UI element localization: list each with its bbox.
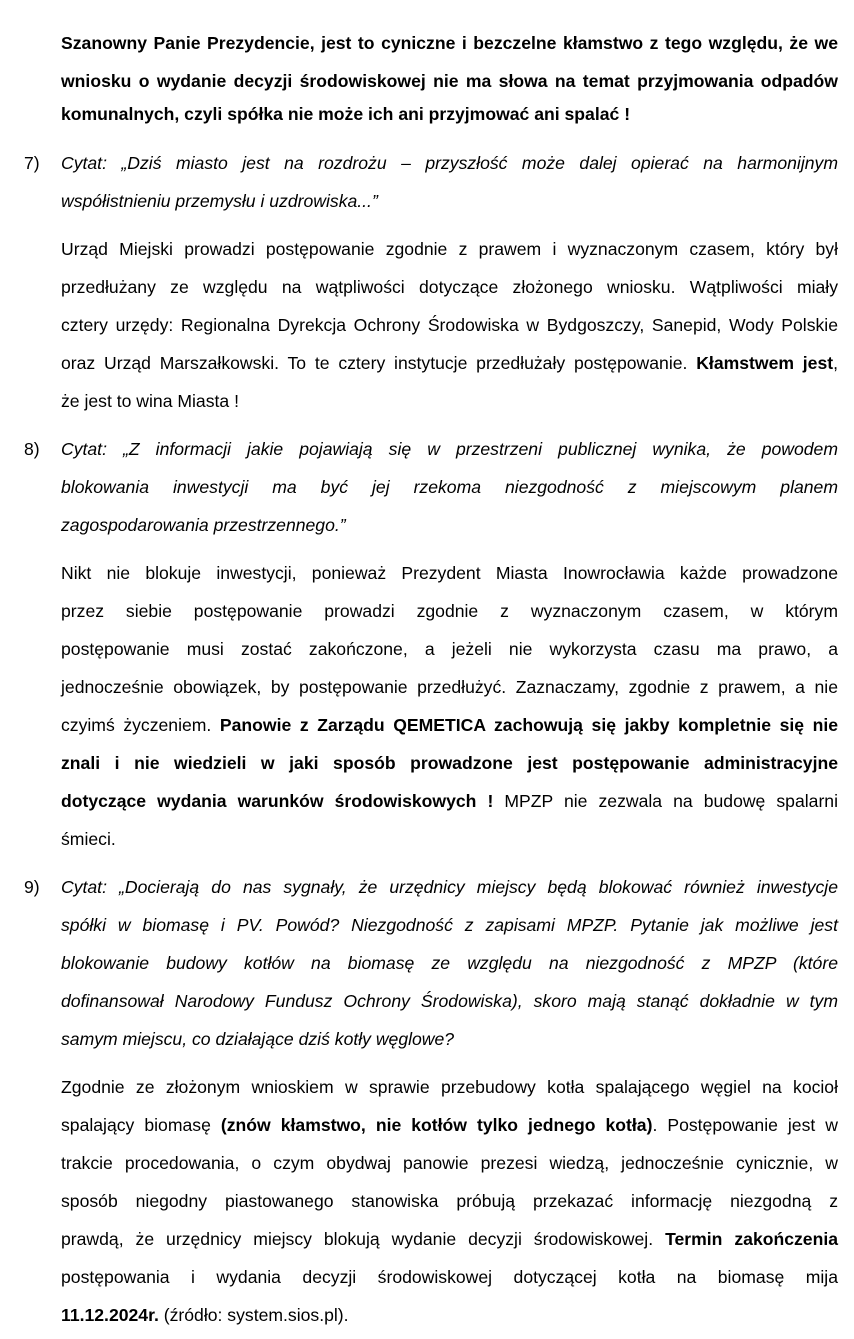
intro-line-3: komunalnych, czyli spółka nie może ich ani przyjmować ani spalać ! — [61, 104, 631, 124]
item-9-para-line-7-bold: 11.12.2024r. — [61, 1305, 159, 1325]
item-8-quote-line-1: Cytat: „Z informacji jakie pojawiają się w przestrzeni publicznej wynika, że powodem — [61, 439, 838, 459]
item-9-para-line-1: Zgodnie ze złożonym wnioskiem w sprawie przebudowy kotła spalającego węgiel na kocioł — [61, 1077, 838, 1097]
item-9-quote-line-5: samym miejscu, co działające dziś kotły węglowe? — [61, 1029, 455, 1049]
item-7-para-line-4-comma: , — [833, 353, 838, 373]
item-9-para-line-5-bold: Termin zakończenia — [665, 1229, 839, 1249]
item-7-para-line-4-bold: Kłamstwem jest — [696, 353, 834, 373]
item-9-para-line-2-bold: (znów kłamstwo, nie kotłów tylko jednego kotła) — [220, 1115, 653, 1135]
item-9-para-line-6: postępowania i wydania decyzji środowiskowej dotyczącej kotła na biomasę mija — [61, 1267, 838, 1287]
item-9-para-line-2-tail: . Postępowanie jest w — [652, 1115, 838, 1135]
item-9-number: 9) — [24, 877, 40, 897]
item-7-para-line-4 — [61, 352, 838, 374]
item-9-para-line-2-text: spalający biomasę — [61, 1115, 211, 1135]
item-7-para-line-5: że jest to wina Miasta ! — [61, 391, 239, 411]
item-8-para-line-6: znali i nie wiedzieli w jaki sposób prowadzone jest postępowanie administracyjne — [61, 753, 838, 773]
item-7-para-line-3: cztery urzędy: Regionalna Dyrekcja Ochrony Środowiska w Bydgoszczy, Sanepid, Wody Polskie — [61, 315, 838, 335]
item-8-para-line-5 — [61, 714, 838, 736]
item-8-para-line-8: śmieci. — [61, 829, 116, 849]
item-7-para-line-2: przedłużany ze względu na wątpliwości dotyczące złożonego wniosku. Wątpliwości miały — [61, 277, 838, 297]
item-9-para-line-7-text: (źródło: system.sios.pl). — [163, 1305, 349, 1325]
item-8-para-line-2: przez siebie postępowanie prowadzi zgodnie z wyznaczonym czasem, w którym — [61, 601, 838, 621]
item-8-quote-line-3: zagospodarowania przestrzennego.” — [61, 515, 346, 535]
item-9-para-line-2 — [61, 1114, 838, 1136]
item-7-quote-line-1: Cytat: „Dziś miasto jest na rozdrożu – przyszłość może dalej opierać na harmonijnym — [61, 153, 838, 173]
item-9-para-line-7 — [61, 1304, 838, 1326]
item-9-para-line-5 — [61, 1228, 838, 1250]
item-9-quote-line-3: blokowanie budowy kotłów na biomasę ze względu na niezgodność z MPZP (które — [61, 953, 838, 973]
item-7-number: 7) — [24, 153, 40, 173]
intro-line-2: wniosku o wydanie decyzji środowiskowej nie ma słowa na temat przyjmowania odpadów — [61, 71, 838, 91]
item-7-quote-line-2: współistnieniu przemysłu i uzdrowiska...” — [61, 191, 378, 211]
item-9-para-line-4: sposób niegodny piastowanego stanowiska próbują przekazać informację niezgodną z — [61, 1191, 838, 1211]
item-8-number: 8) — [24, 439, 40, 459]
item-7-para-line-4-text: oraz Urząd Marszałkowski. To te cztery instytucje przedłużały postępowanie. — [61, 353, 688, 373]
item-8-para-line-5-bold: Panowie z Zarządu QEMETICA zachowują się jakby kompletnie się nie — [219, 715, 839, 735]
intro-line-1: Szanowny Panie Prezydencie, jest to cyniczne i bezczelne kłamstwo z tego względu, że we — [61, 33, 838, 53]
item-9-quote-line-2: spółki w biomasę i PV. Powód? Niezgodność z zapisami MPZP. Pytanie jak możliwe jest — [61, 915, 838, 935]
item-9-para-line-5-text: prawdą, że urzędnicy miejscy blokują wydanie decyzji środowiskowej. — [61, 1229, 654, 1249]
item-8-para-line-3: postępowanie musi zostać zakończone, a jeżeli nie wykorzysta czasu ma prawo, a — [61, 639, 838, 659]
item-8-para-line-5-text: czyimś życzeniem. — [61, 715, 212, 735]
item-8-para-line-4: jednocześnie obowiązek, by postępowanie przedłużyć. Zaznaczamy, zgodnie z prawem, a nie — [61, 677, 838, 697]
item-8-quote-line-2: blokowania inwestycji ma być jej rzekoma niezgodność z miejscowym planem — [61, 477, 838, 497]
item-9-quote-line-4: dofinansował Narodowy Fundusz Ochrony Środowiska), skoro mają stanąć dokładnie w tym — [61, 991, 838, 1011]
item-9-quote-line-1: Cytat: „Docierają do nas sygnały, że urzędnicy miejscy będą blokować również inwestycje — [61, 877, 838, 897]
item-8-para-line-7-bold: dotyczące wydania warunków środowiskowych ! — [61, 791, 494, 811]
item-8-para-line-1: Nikt nie blokuje inwestycji, ponieważ Prezydent Miasta Inowrocławia każde prowadzone — [61, 563, 838, 583]
item-7-para-line-1: Urząd Miejski prowadzi postępowanie zgodnie z prawem i wyznaczonym czasem, który był — [61, 239, 838, 259]
item-9-para-line-3: trakcie procedowania, o czym obydwaj panowie prezesi wiedzą, jednocześnie cynicznie, w — [61, 1153, 838, 1173]
item-8-para-line-7-text: MPZP nie zezwala na budowę spalarni — [504, 791, 838, 811]
item-8-para-line-7 — [61, 790, 838, 812]
